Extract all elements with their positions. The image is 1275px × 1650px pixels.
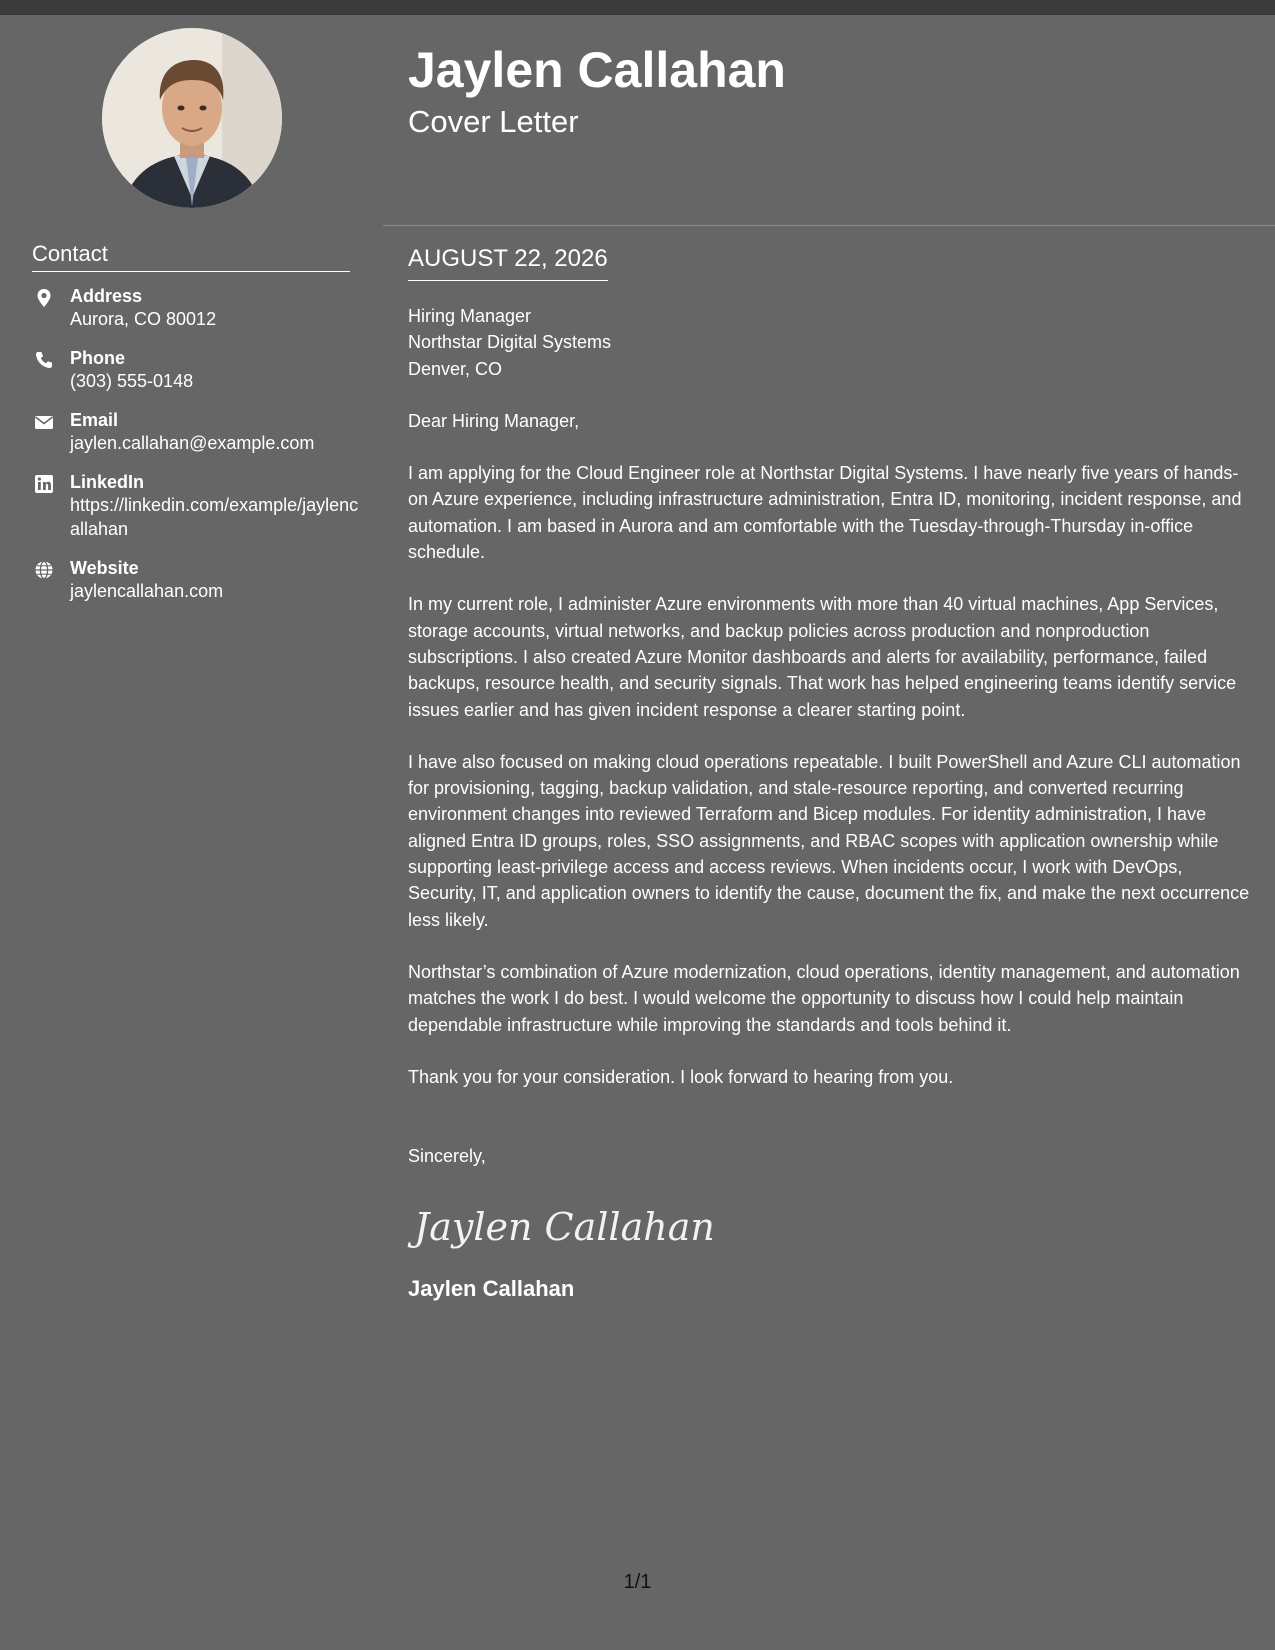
location-pin-icon (34, 288, 54, 308)
letter-paragraph: Thank you for your consideration. I look forward to hearing from you. (408, 1066, 954, 1087)
signature: Jaylen Callahan (414, 1205, 715, 1250)
globe-icon (34, 560, 54, 580)
contact-heading: Contact (32, 241, 350, 272)
contact-value: jaylencallahan.com (70, 581, 224, 601)
contact-item-email (32, 409, 362, 455)
closing: Sincerely, (408, 1146, 486, 1167)
linkedin-icon (34, 474, 54, 494)
letter-paragraph: In my current role, I administer Azure environments with more than 40 virtual machines, App Services, storage accounts, virtual networks, and backup policies across production and nonproduction subscriptions. I also created Azure Monitor dashboards and alerts for availability, performance, failed backups, resource health, and security signals. That work has helped engineering teams identify service issues earlier and has given incident response a clearer starting point. (408, 594, 1237, 720)
contact-list (32, 285, 362, 619)
contact-item-phone (32, 347, 362, 393)
letter-date: AUGUST 22, 2026 (408, 244, 608, 281)
contact-label: LinkedIn (70, 472, 145, 492)
sidebar (0, 15, 383, 1650)
letter-body (408, 303, 1253, 1303)
letter-paragraph: I have also focused on making cloud operations repeatable. I built PowerShell and Azure CLI automation for provisioning, tagging, backup validation, and stale-resource reporting, and converted recurring environment changes into reviewed Terraform and Bicep modules. For identity administration, I have aligned Entra ID groups, roles, SSO assignments, and RBAC scopes with application ownership while supporting least-privilege access and access reviews. When incidents occur, I work with DevOps, Security, IT, and application owners to identify the cause, document the fix, and make the next occurrence less likely. (408, 751, 1250, 930)
contact-item-address (32, 285, 362, 331)
letter-paragraph: I am applying for the Cloud Engineer role at Northstar Digital Systems. I have nearly five years of hands-on Azure experience, including infrastructure administration, Entra ID, monitoring, incident response, and automation. I am based in Aurora and am comfortable with the Tuesday-through-Thursday in-office schedule. (408, 463, 1242, 563)
contact-item-website (32, 557, 362, 603)
envelope-icon (34, 412, 54, 432)
avatar (102, 28, 282, 208)
recipient-line: Northstar Digital Systems (408, 332, 612, 353)
portrait-image (102, 28, 282, 208)
contact-item-linkedin (32, 471, 362, 541)
contact-value: https://linkedin.com/example/jaylencallahan (70, 495, 359, 539)
contact-label: Phone (70, 348, 126, 368)
contact-label: Address (70, 286, 143, 306)
applicant-name: Jaylen Callahan (408, 42, 786, 98)
contact-value: (303) 555-0148 (70, 371, 194, 391)
contact-value: Aurora, CO 80012 (70, 309, 217, 329)
header-divider (383, 225, 1275, 226)
top-bar (0, 0, 1275, 15)
contact-label: Email (70, 410, 119, 430)
page-number: 1/1 (623, 1571, 652, 1593)
document-subtitle: Cover Letter (408, 104, 579, 139)
recipient-block (408, 303, 1253, 382)
contact-value: jaylen.callahan@example.com (70, 433, 315, 453)
salutation: Dear Hiring Manager, (408, 410, 580, 431)
letter-paragraph: Northstar’s combination of Azure modernization, cloud operations, identity management, and automation matches the work I do best. I would welcome the opportunity to discuss how I could help maintain dependable infrastructure while improving the standards and tools behind it. (408, 961, 1240, 1035)
recipient-line: Denver, CO (408, 358, 503, 379)
signed-name: Jaylen Callahan (408, 1276, 575, 1302)
recipient-line: Hiring Manager (408, 306, 532, 326)
contact-label: Website (70, 558, 139, 578)
phone-icon (34, 350, 54, 370)
